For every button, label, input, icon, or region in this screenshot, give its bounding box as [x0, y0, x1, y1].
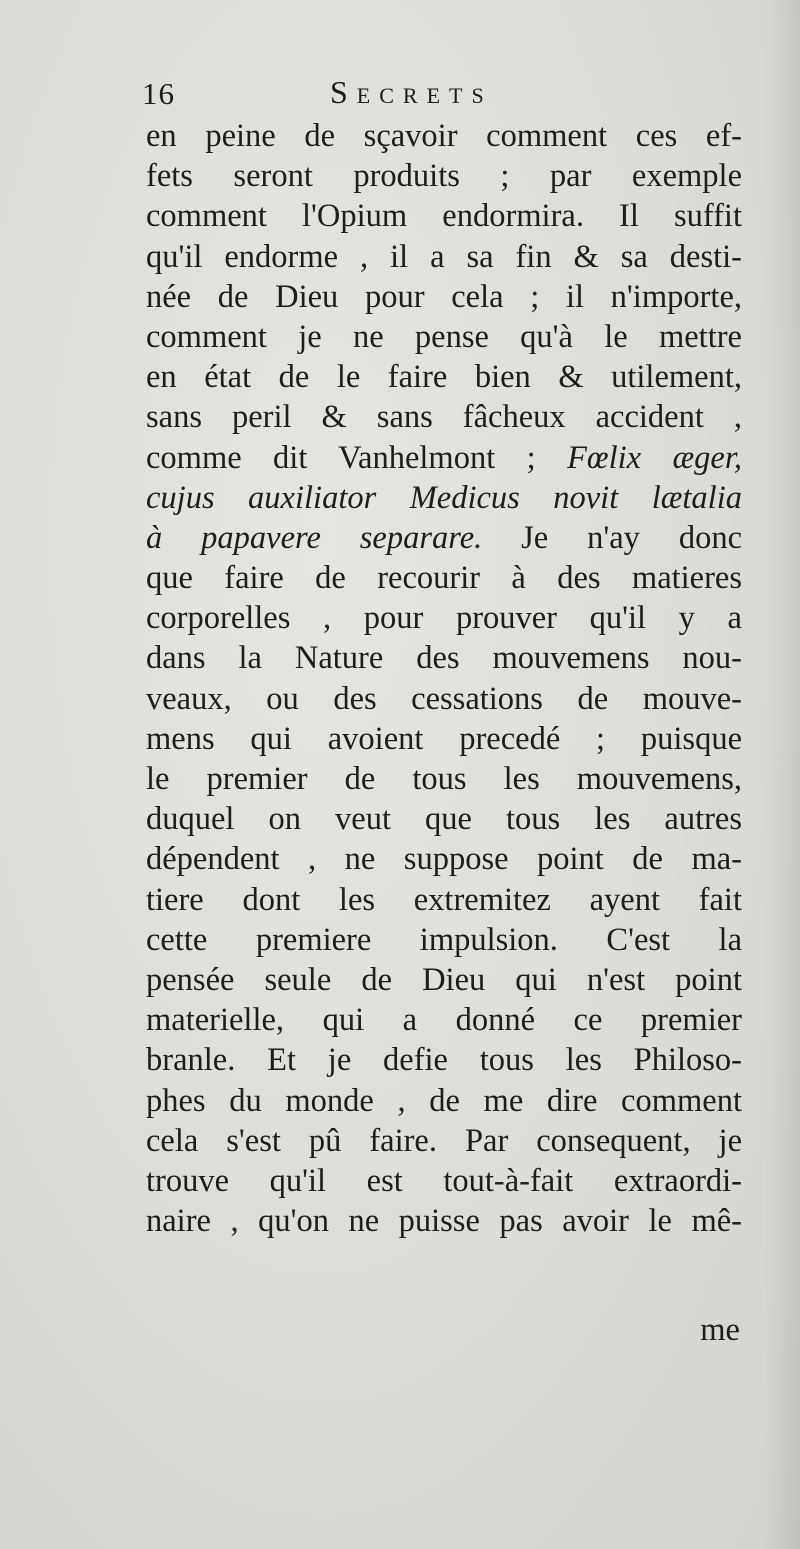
- text-line: fets seront produits ; par exemple: [146, 158, 742, 195]
- text-line: en état de le faire bien & utilement,: [146, 359, 742, 396]
- text-line: qu'il endorme , il a sa fin & sa desti-: [146, 238, 742, 275]
- text-line: sans peril & sans fâcheux accident ,: [146, 399, 742, 436]
- text-line: pensée seule de Dieu qui n'est point: [146, 961, 742, 998]
- text-line: née de Dieu pour cela ; il n'importe,: [146, 278, 742, 315]
- text-line: le premier de tous les mouvemens,: [146, 761, 742, 797]
- text-line: que faire de recourir à des matieres: [146, 560, 742, 597]
- text-line: comment l'Opium endormira. Il suffit: [146, 198, 742, 235]
- text-line: duquel on veut que tous les autres: [146, 801, 742, 838]
- page-edge-shadow: [764, 0, 800, 1549]
- running-head: Secrets: [330, 74, 493, 110]
- text-line: trouve qu'il est tout-à-fait extraordi-: [146, 1162, 742, 1199]
- body-text: [146, 116, 742, 1241]
- text-line: materielle, qui a donné ce premier: [146, 1002, 742, 1039]
- text-line: comment je ne pense qu'à le mettre: [146, 318, 742, 355]
- text-line: en peine de sçavoir comment ces ef-: [146, 118, 742, 154]
- text-line: branle. Et je defie tous les Philoso-: [146, 1042, 742, 1079]
- text-line-with-latin: à papavere separare. Je n'ay donc: [146, 519, 742, 556]
- latin-italic-segment: Fœlix æger,: [567, 439, 742, 476]
- latin-quote-line: cujus auxiliator Medicus novit lætalia: [146, 479, 742, 516]
- latin-italic-segment: à papavere separare.: [146, 519, 483, 556]
- text-line-with-latin: comme dit Vanhelmont ; Fœlix æger,: [146, 439, 742, 476]
- text-line: dans la Nature des mouvemens nou-: [146, 640, 742, 677]
- text-line: dépendent , ne suppose point de ma-: [146, 841, 742, 878]
- text-line: phes du monde , de me dire comment: [146, 1082, 742, 1119]
- text-line: mens qui avoient precedé ; puisque: [146, 720, 742, 757]
- text-line: cela s'est pû faire. Par consequent, je: [146, 1122, 742, 1159]
- text-line: corporelles , pour prouver qu'il y a: [146, 600, 742, 637]
- text-line: cette premiere impulsion. C'est la: [146, 921, 742, 958]
- text-line: veaux, ou des cessations de mouve-: [146, 680, 742, 717]
- text-line: tiere dont les extremitez ayent fait: [146, 881, 742, 918]
- text-line: naire , qu'on ne puisse pas avoir le mê-: [146, 1203, 742, 1240]
- catchword: me: [700, 1312, 740, 1348]
- page-number: 16: [142, 76, 175, 111]
